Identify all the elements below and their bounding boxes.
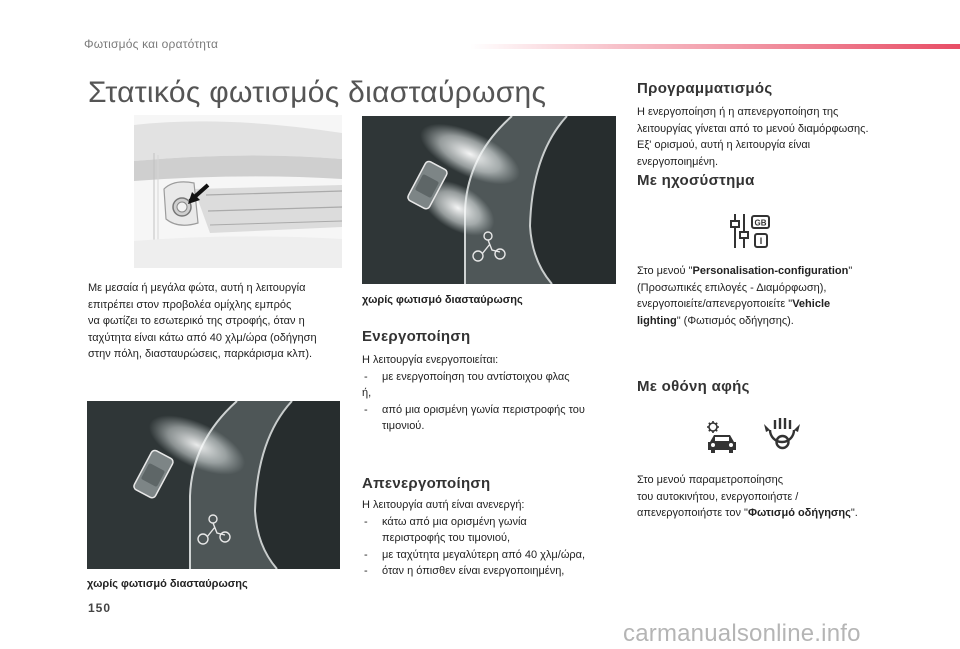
- intro-line: ταχύτητα είναι κάτω από 40 χλμ/ώρα (οδήγηση: [88, 331, 317, 344]
- fog-lamp-photo: [134, 115, 342, 268]
- activation-or: ή,: [362, 387, 372, 399]
- activation-title: Ενεργοποίηση: [362, 328, 471, 345]
- option-name: Vehicle: [792, 298, 831, 310]
- text-span: ": [848, 265, 853, 277]
- text-span: ενεργοποιείτε/απενεργοποιείτε ": [637, 298, 793, 310]
- menu-name: Personalisation-configuration: [692, 265, 849, 277]
- audio-body: [637, 263, 937, 329]
- touchscreen-title: Με οθόνη αφής: [637, 378, 750, 395]
- text-span: " (Φωτισμός οδήγησης).: [676, 314, 794, 327]
- road-illustration-bottom: [87, 401, 340, 569]
- list-item: - με ταχύτητα μεγαλύτερη από 40 χλμ/ώρα,: [362, 547, 632, 564]
- audio-line: (Προσωπικές επιλογές - Διαμόρφωση),: [637, 281, 827, 294]
- intro-line: στην πόλη, διασταυρώσεις, παρκάρισμα κλπ).: [88, 348, 313, 360]
- touch-line: Στο μενού παραμετροποίησης: [637, 474, 784, 486]
- list-item-line: τιμονιού.: [382, 420, 425, 432]
- audio-settings-icon: [728, 212, 772, 250]
- audio-line: [637, 296, 937, 313]
- intro-line: Με μεσαία ή μεγάλα φώτα, αυτή η λειτουργία: [88, 282, 306, 294]
- touchscreen-body: [637, 472, 937, 522]
- intro-line: επιτρέπει στον προβολέα ομίχλης εμπρός: [88, 298, 292, 311]
- programming-line: Η ενεργοποίηση ή η απενεργοποίηση της: [637, 106, 839, 118]
- running-header: Φωτισμός και ορατότητα: [84, 37, 219, 51]
- text-span: απενεργοποιήστε τον ": [637, 507, 748, 519]
- audio-title: Με ηχοσύστημα: [637, 172, 755, 189]
- caption-bottom-left: χωρίς φωτισμό διασταύρωσης: [87, 578, 248, 590]
- intro-paragraph: [88, 280, 348, 363]
- list-item: - όταν η όπισθεν είναι ενεργοποιημένη,: [362, 563, 632, 580]
- icon-i-label: I: [759, 236, 763, 246]
- activation-list: [362, 369, 622, 386]
- road-illustration-top: [362, 116, 616, 284]
- activation-list-2: [362, 402, 622, 435]
- page-title: Στατικός φωτισμός διασταύρωσης: [88, 76, 547, 109]
- audio-line: [637, 263, 937, 280]
- icon-gb-label: GB: [754, 218, 767, 228]
- option-name: Φωτισμό οδήγησης: [747, 507, 851, 519]
- text-span: ".: [850, 507, 858, 519]
- list-item: - με ενεργοποίηση του αντίστοιχου φλας: [362, 369, 622, 386]
- list-item-line: κάτω από μια ορισμένη γωνία: [382, 515, 527, 528]
- deactivation-body: [362, 497, 632, 580]
- touch-line: [637, 505, 937, 522]
- caption-top-right: χωρίς φωτισμό διασταύρωσης: [362, 294, 523, 306]
- car-settings-icon: [704, 420, 740, 454]
- list-item: [362, 514, 632, 547]
- audio-line: [637, 313, 937, 330]
- page-number: 150: [88, 601, 112, 615]
- touch-line: του αυτοκινήτου, ενεργοποιήστε /: [637, 490, 799, 503]
- activation-intro: Η λειτουργία ενεργοποιείται:: [362, 354, 499, 366]
- deactivation-title: Απενεργοποίηση: [362, 475, 491, 492]
- intro-line: να φωτίζει το εσωτερικό της στροφής, όταν η: [88, 315, 305, 327]
- watermark: carmanualsonline.info: [623, 620, 861, 647]
- list-item-line: από μια ορισμένη γωνία περιστροφής του: [382, 403, 585, 416]
- list-item-line: περιστροφής του τιμονιού,: [382, 532, 511, 544]
- deactivation-intro: Η λειτουργία αυτή είναι ανενεργή:: [362, 499, 525, 511]
- activation-body: [362, 352, 622, 435]
- headlamp-steering-icon: [762, 416, 802, 454]
- programming-body: [637, 104, 937, 170]
- programming-line: ενεργοποιημένη.: [637, 155, 719, 168]
- deactivation-list: [362, 514, 632, 580]
- programming-title: Προγραμματισμός: [637, 80, 773, 97]
- list-item: [362, 402, 622, 435]
- option-name: lighting: [637, 314, 677, 327]
- text-span: Στο μενού ": [637, 265, 693, 277]
- programming-line: λειτουργίας γίνεται από το μενού διαμόρφωσης.: [637, 122, 869, 135]
- programming-line: Εξ' ορισμού, αυτή η λειτουργία είναι: [637, 139, 811, 151]
- header-accent-bar: [470, 44, 960, 49]
